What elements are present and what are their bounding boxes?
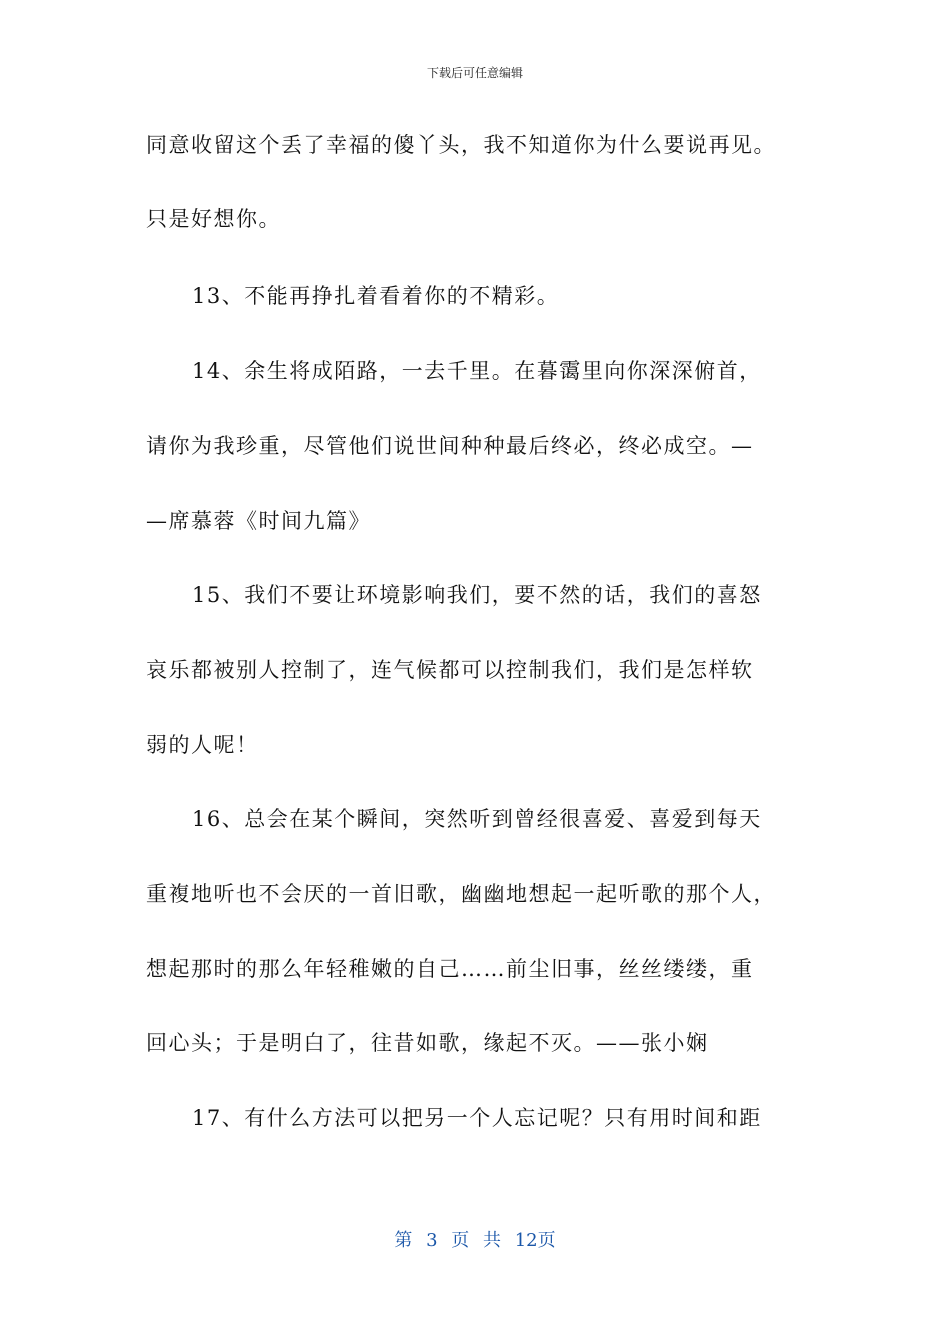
text-line: 16、总会在某个瞬间，突然听到曾经很喜爱、喜爱到每天 <box>192 807 762 831</box>
text-line: 请你为我珍重，尽管他们说世间种种最后终必，终必成空。— <box>146 434 754 458</box>
page-header: 下载后可任意编辑 <box>426 66 523 80</box>
text-line: 15、我们不要让环境影响我们，要不然的话，我们的喜怒 <box>192 583 762 607</box>
text-line: 想起那时的那么年轻稚嫩的自己……前尘旧事，丝丝缕缕，重 <box>146 957 754 981</box>
text-line: 回心头；于是明白了，往昔如歌，缘起不灭。——张小娴 <box>146 1031 709 1055</box>
text-line: 重複地听也不会厌的一首旧歌，幽幽地想起一起听歌的那个人， <box>146 882 776 906</box>
text-line: —席慕蓉《时间九篇》 <box>146 509 371 533</box>
text-line: 14、余生将成陌路，一去千里。在暮霭里向你深深俯首， <box>192 359 762 383</box>
text-line: 哀乐都被别人控制了，连气候都可以控制我们，我们是怎样软 <box>146 658 754 682</box>
text-line: 只是好想你。 <box>146 207 281 231</box>
text-line: 17、有什么方法可以把另一个人忘记呢？只有用时间和距 <box>192 1106 762 1130</box>
text-line: 13、不能再挣扎着看着你的不精彩。 <box>192 284 560 308</box>
text-line: 同意收留这个丢了幸福的傻丫头，我不知道你为什么要说再见。 <box>146 133 776 157</box>
page-number: 第 3 页 共 12页 <box>394 1230 556 1251</box>
text-line: 弱的人呢！ <box>146 733 259 757</box>
